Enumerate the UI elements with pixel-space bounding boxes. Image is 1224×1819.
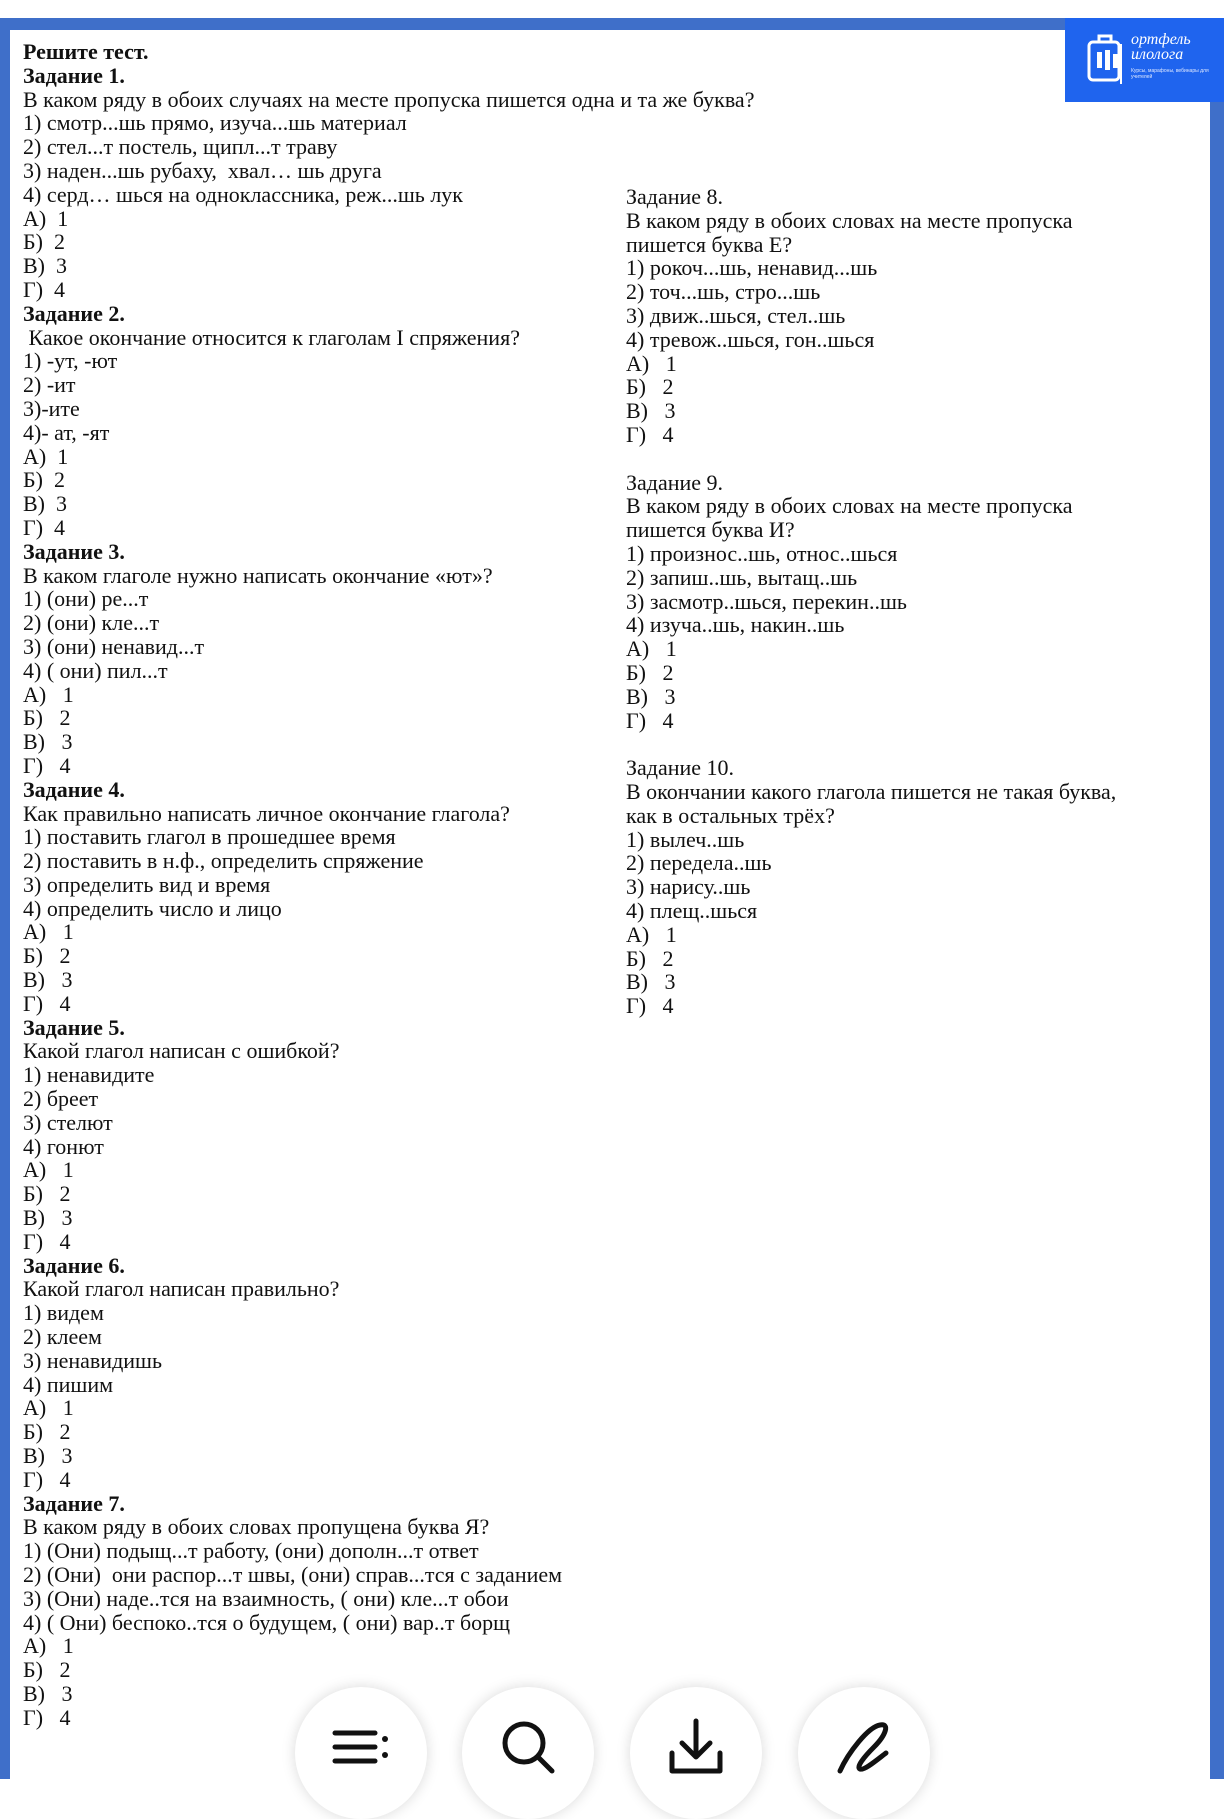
left-column-line: А) 1 bbox=[23, 1157, 74, 1183]
left-column-line: 1) (Они) подыщ...т работу, (они) дополн...т ответ bbox=[23, 1538, 479, 1564]
left-column-line: Б) 2 bbox=[23, 1181, 71, 1207]
left-column-line: 1) смотр...шь прямо, изуча...шь материал bbox=[23, 110, 407, 136]
left-column-heading: Решите тест. bbox=[23, 39, 149, 64]
left-column-line: Б) 2 bbox=[23, 1657, 71, 1683]
pen-icon bbox=[834, 1717, 894, 1777]
left-column-line: 2) клеем bbox=[23, 1324, 102, 1350]
left-column-heading: Задание 4. bbox=[23, 776, 125, 802]
right-column-line: В) 3 bbox=[626, 683, 676, 709]
left-column-line: Б) 2 bbox=[23, 1419, 71, 1445]
left-column-heading: Задание 3. bbox=[23, 538, 125, 564]
left-column-line: 2) -ит bbox=[23, 372, 76, 398]
left-column-line: 4) пишим bbox=[23, 1371, 114, 1397]
left-column-line: 2) бреет bbox=[23, 1086, 99, 1112]
right-column-line: Задание 10. bbox=[626, 755, 735, 781]
right-column-line: 4) тревож..шься, гон..шься bbox=[626, 326, 875, 352]
right-column-line: 1) рокоч...шь, ненавид...шь bbox=[626, 255, 878, 281]
left-column-line: А) 1 bbox=[23, 443, 69, 469]
right-column-line: пишется буква Е? bbox=[626, 231, 793, 257]
right-column-line: 3) движ..шься, стел..шь bbox=[626, 302, 846, 328]
right-column-line: В каком ряду в обоих словах на месте пропуска bbox=[626, 493, 1073, 519]
spacer bbox=[626, 732, 1116, 756]
menu-icon bbox=[331, 1717, 391, 1777]
right-column bbox=[626, 185, 1116, 1018]
left-column-line: 1) (они) ре...т bbox=[23, 586, 149, 612]
right-column-line: А) 1 bbox=[626, 636, 677, 662]
left-column-line: А) 1 bbox=[23, 1633, 74, 1659]
right-column-line: 4) плещ..шься bbox=[626, 897, 758, 923]
left-column-line: Б) 2 bbox=[23, 943, 71, 969]
left-column-line: Г) 4 bbox=[23, 276, 66, 302]
left-column-line: А) 1 bbox=[23, 205, 69, 231]
right-column-line: В) 3 bbox=[626, 398, 676, 424]
left-column-line: Какое окончание относится к глаголам I спряжения? bbox=[23, 324, 520, 350]
right-column-line: 3) засмотр..шься, перекин..шь bbox=[626, 588, 907, 614]
left-column-line: Г) 4 bbox=[23, 1704, 71, 1730]
download-icon bbox=[666, 1717, 726, 1777]
right-column-line: как в остальных трёх? bbox=[626, 802, 835, 828]
right-column-line: В окончании какого глагола пишется не такая буква, bbox=[626, 778, 1117, 804]
left-column-heading: Задание 5. bbox=[23, 1014, 125, 1040]
right-column-line: В) 3 bbox=[626, 969, 676, 995]
brand-logo bbox=[1065, 18, 1224, 102]
search-button[interactable] bbox=[462, 1687, 594, 1819]
left-column-line: 4)- ат, -ят bbox=[23, 419, 110, 445]
portfolio-icon bbox=[1085, 32, 1131, 90]
right-column-line: пишется буква И? bbox=[626, 517, 795, 543]
left-column-line: 4) определить число и лицо bbox=[23, 895, 282, 921]
left-column-line: 3)-ите bbox=[23, 395, 80, 421]
left-column-line: 1) -ут, -ют bbox=[23, 348, 118, 374]
left-column-heading: Задание 2. bbox=[23, 300, 125, 326]
left-column-line: 1) ненавидите bbox=[23, 1062, 155, 1088]
right-column-line: 2) точ...шь, стро...шь bbox=[626, 279, 821, 305]
left-column-line: 4) ( они) пил...т bbox=[23, 657, 168, 683]
right-column-line: 2) передела..шь bbox=[626, 850, 772, 876]
left-column-line: 4) ( Они) беспоко..тся о будущем, ( они) вар..т борщ bbox=[23, 1609, 511, 1635]
brand-title: ортфель илолога bbox=[1131, 31, 1191, 63]
search-icon bbox=[498, 1717, 558, 1777]
annotate-button[interactable] bbox=[798, 1687, 930, 1819]
left-column-line: В) 3 bbox=[23, 967, 73, 993]
left-column-line: 1) поставить глагол в прошедшее время bbox=[23, 824, 396, 850]
left-column-line: Б) 2 bbox=[23, 229, 65, 255]
right-column-line: Задание 9. bbox=[626, 469, 724, 495]
left-column-line: В каком ряду в обоих словах пропущена буква Я? bbox=[23, 1514, 490, 1540]
download-button[interactable] bbox=[630, 1687, 762, 1819]
left-column-line: Какой глагол написан с ошибкой? bbox=[23, 1038, 340, 1064]
left-column-line: Г) 4 bbox=[23, 1228, 71, 1254]
left-column-line: В каком глаголе нужно написать окончание «ют»? bbox=[23, 562, 493, 588]
left-column-line: 1) видем bbox=[23, 1300, 104, 1326]
left-column-line: 3) (они) ненавид...т bbox=[23, 633, 205, 659]
right-column-line: Задание 8. bbox=[626, 184, 724, 209]
left-column-line: 4) гонют bbox=[23, 1133, 104, 1159]
left-column-line: А) 1 bbox=[23, 919, 74, 945]
left-column-heading: Задание 1. bbox=[23, 62, 125, 88]
right-column-line: Б) 2 bbox=[626, 945, 674, 971]
left-column-line: Как правильно написать личное окончание глагола? bbox=[23, 800, 510, 826]
right-column-line: А) 1 bbox=[626, 921, 677, 947]
left-column-line: В) 3 bbox=[23, 729, 73, 755]
left-column-line: В) 3 bbox=[23, 1205, 73, 1231]
left-column-line: Какой глагол написан правильно? bbox=[23, 1276, 340, 1302]
right-column-line: Б) 2 bbox=[626, 374, 674, 400]
right-column-line: 4) изуча..шь, накин..шь bbox=[626, 612, 845, 638]
left-column-line: Г) 4 bbox=[23, 990, 71, 1016]
left-column-line: 2) стел...т постель, щипл...т траву bbox=[23, 134, 338, 160]
left-column-line: В каком ряду в обоих случаях на месте пропуска пишется одна и та же буква? bbox=[23, 86, 755, 112]
left-column-line: В) 3 bbox=[23, 491, 67, 517]
left-column-line: 2) (они) кле...т bbox=[23, 610, 160, 636]
left-column-line: Г) 4 bbox=[23, 752, 71, 778]
right-column-line: Б) 2 bbox=[626, 659, 674, 685]
left-column-line: 4) серд… шься на одноклассника, реж...шь лук bbox=[23, 181, 463, 207]
right-column-line: 2) запиш..шь, вытащ..шь bbox=[626, 564, 858, 590]
left-column-line: Б) 2 bbox=[23, 705, 71, 731]
left-column-line: 3) стелют bbox=[23, 1109, 113, 1135]
right-column-line: 3) нарису..шь bbox=[626, 874, 751, 900]
right-column-line: Г) 4 bbox=[626, 421, 674, 447]
left-column-line: 3) ненавидишь bbox=[23, 1347, 163, 1373]
left-column-line: В) 3 bbox=[23, 1443, 73, 1469]
left-column-line: А) 1 bbox=[23, 681, 74, 707]
spacer bbox=[626, 447, 1116, 471]
brand-subtitle: Курсы, марафоны, вебинары для учителей bbox=[1131, 68, 1209, 80]
left-column-heading: Задание 7. bbox=[23, 1490, 125, 1516]
left-column-line: Г) 4 bbox=[23, 514, 66, 540]
right-column-line: В каком ряду в обоих словах на месте пропуска bbox=[626, 207, 1073, 233]
left-column-line: 3) (Они) наде..тся на взаимность, ( они) кле...т обои bbox=[23, 1585, 509, 1611]
left-column-line: 3) наден...шь рубаху, хвал… шь друга bbox=[23, 157, 382, 183]
left-column-heading: Задание 6. bbox=[23, 1252, 125, 1278]
left-column-line: 3) определить вид и время bbox=[23, 871, 271, 897]
left-column-line: 2) поставить в н.ф., определить спряжение bbox=[23, 848, 424, 874]
left-column-line: В) 3 bbox=[23, 1680, 73, 1706]
left-column-line: 2) (Они) они распор...т швы, (они) справ...тся с заданием bbox=[23, 1562, 563, 1587]
right-column-line: 1) произнос..шь, относ..шься bbox=[626, 540, 898, 566]
left-column-line: Б) 2 bbox=[23, 467, 65, 493]
right-column-line: А) 1 bbox=[626, 350, 677, 376]
left-column-line: А) 1 bbox=[23, 1395, 74, 1421]
right-column-line: 1) вылеч..шь bbox=[626, 826, 745, 852]
menu-button[interactable] bbox=[295, 1687, 427, 1819]
right-column-line: Г) 4 bbox=[626, 707, 674, 733]
right-column-line: Г) 4 bbox=[626, 993, 674, 1019]
left-column-line: В) 3 bbox=[23, 253, 67, 279]
left-column-line: Г) 4 bbox=[23, 1466, 71, 1492]
